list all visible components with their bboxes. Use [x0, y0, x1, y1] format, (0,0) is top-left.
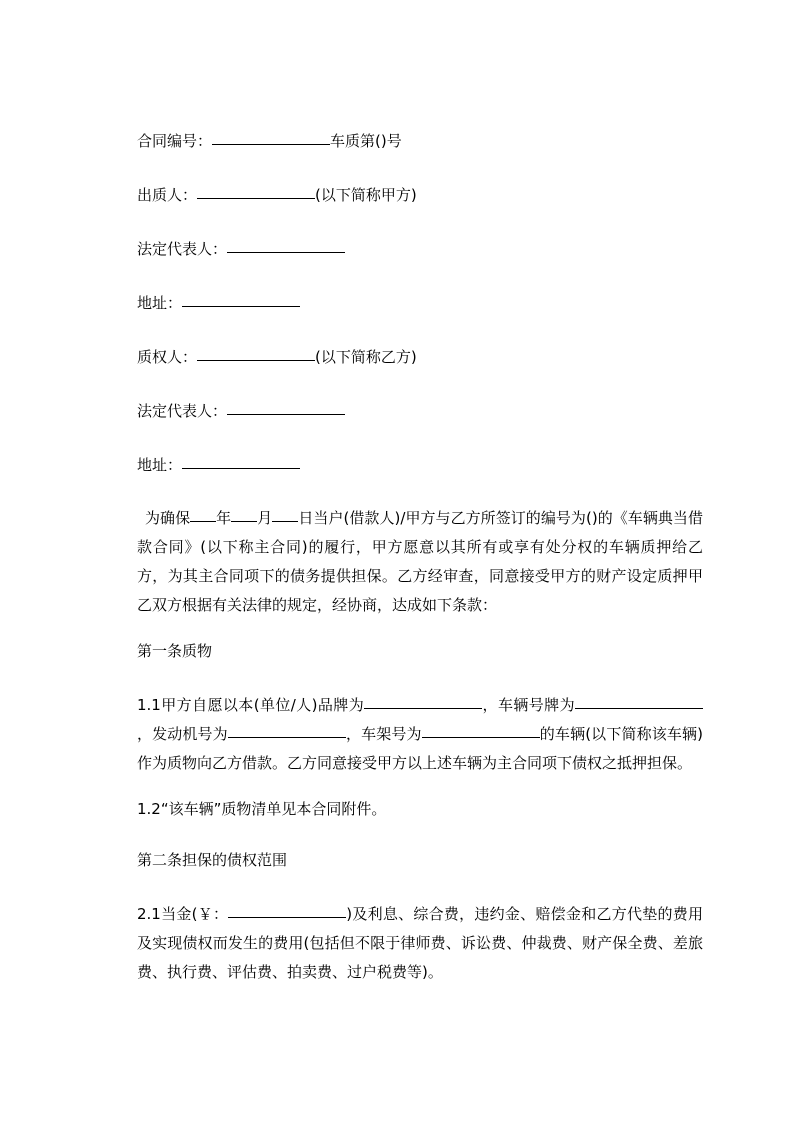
pledgee-address-blank[interactable]	[182, 454, 300, 469]
pledgee-suffix: (以下简称乙方)	[315, 348, 417, 366]
address-label: 地址：	[137, 294, 183, 312]
article-1-title: 第一条质物	[137, 642, 213, 660]
contract-number-label: 合同编号：	[137, 132, 213, 150]
clause-1-2: 1.2“该车辆”质物清单见本合同附件。	[137, 800, 387, 818]
clause-1-1-text-e: 的车辆(以下简称该车辆)作为质物向乙方借款。乙方同意接受甲方以上述车辆为主合同项下债权之抵押担保。	[137, 725, 703, 772]
month-label: 月	[257, 509, 273, 527]
loan-amount-blank[interactable]	[228, 903, 346, 918]
engine-number-blank[interactable]	[228, 723, 346, 738]
legal-rep-label: 法定代表人：	[137, 402, 228, 420]
brand-blank[interactable]	[364, 694, 482, 709]
year-blank[interactable]	[190, 507, 216, 522]
pledgee-line	[137, 346, 703, 368]
clause-1-1-text-a: 1.1甲方自愿以本(单位/人)品牌为	[137, 696, 365, 714]
contract-number-blank[interactable]	[212, 130, 330, 145]
month-blank[interactable]	[231, 507, 257, 522]
intro-paragraph	[137, 504, 703, 620]
pledgor-legal-rep-blank[interactable]	[227, 238, 345, 253]
legal-rep-label: 法定代表人：	[137, 240, 228, 258]
vin-blank[interactable]	[422, 723, 540, 738]
pledgee-legal-rep-line	[137, 400, 703, 422]
clause-1-1-text-c: ，发动机号为	[137, 725, 228, 743]
pledgee-blank[interactable]	[197, 346, 315, 361]
contract-number-suffix: 车质第()号	[330, 132, 402, 150]
pledgor-line	[137, 184, 703, 206]
pledgor-address-blank[interactable]	[182, 292, 300, 307]
pledgee-legal-rep-blank[interactable]	[227, 400, 345, 415]
article-2-title: 第二条担保的债权范围	[137, 851, 288, 869]
clause-2-1-text-b: )及利息、综合费，违约金、赔偿金和乙方代垫的费用及实现债权而发生的费用(包括但不限于律师费、诉讼费、仲裁费、财产保全费、差旅费、执行费、评估费、拍卖费、过户税费等)。	[137, 905, 703, 981]
pledgee-address-line	[137, 454, 703, 476]
clause-1-1	[137, 691, 703, 778]
pledgee-label: 质权人：	[137, 348, 198, 366]
clause-2-1-text-a: 2.1当金(￥：	[137, 905, 229, 923]
pledgor-blank[interactable]	[197, 184, 315, 199]
contract-number-line	[137, 130, 703, 152]
intro-text-start: 为确保	[145, 509, 191, 527]
clause-2-1	[137, 900, 703, 987]
pledgor-address-line	[137, 292, 703, 314]
pledgor-label: 出质人：	[137, 186, 198, 204]
plate-number-blank[interactable]	[575, 694, 703, 709]
address-label: 地址：	[137, 456, 183, 474]
clause-1-1-text-b: ，车辆号牌为	[482, 696, 575, 714]
pledgor-suffix: (以下简称甲方)	[315, 186, 417, 204]
clause-1-1-text-d: ，车架号为	[345, 725, 422, 743]
day-blank[interactable]	[272, 507, 298, 522]
pledgor-legal-rep-line	[137, 238, 703, 260]
year-label: 年	[216, 509, 232, 527]
intro-text-body: 日当户(借款人)/甲方与乙方所签订的编号为()的《车辆典当借款合同》(以下称主合同)的履行，甲方愿意以其所有或享有处分权的车辆质押给乙方，为其主合同项下的债务提供担保。乙方经审查，同意接受甲方的财产设定质押甲乙双方根据有关法律的规定，经协商，达成如下条款：	[137, 509, 703, 614]
